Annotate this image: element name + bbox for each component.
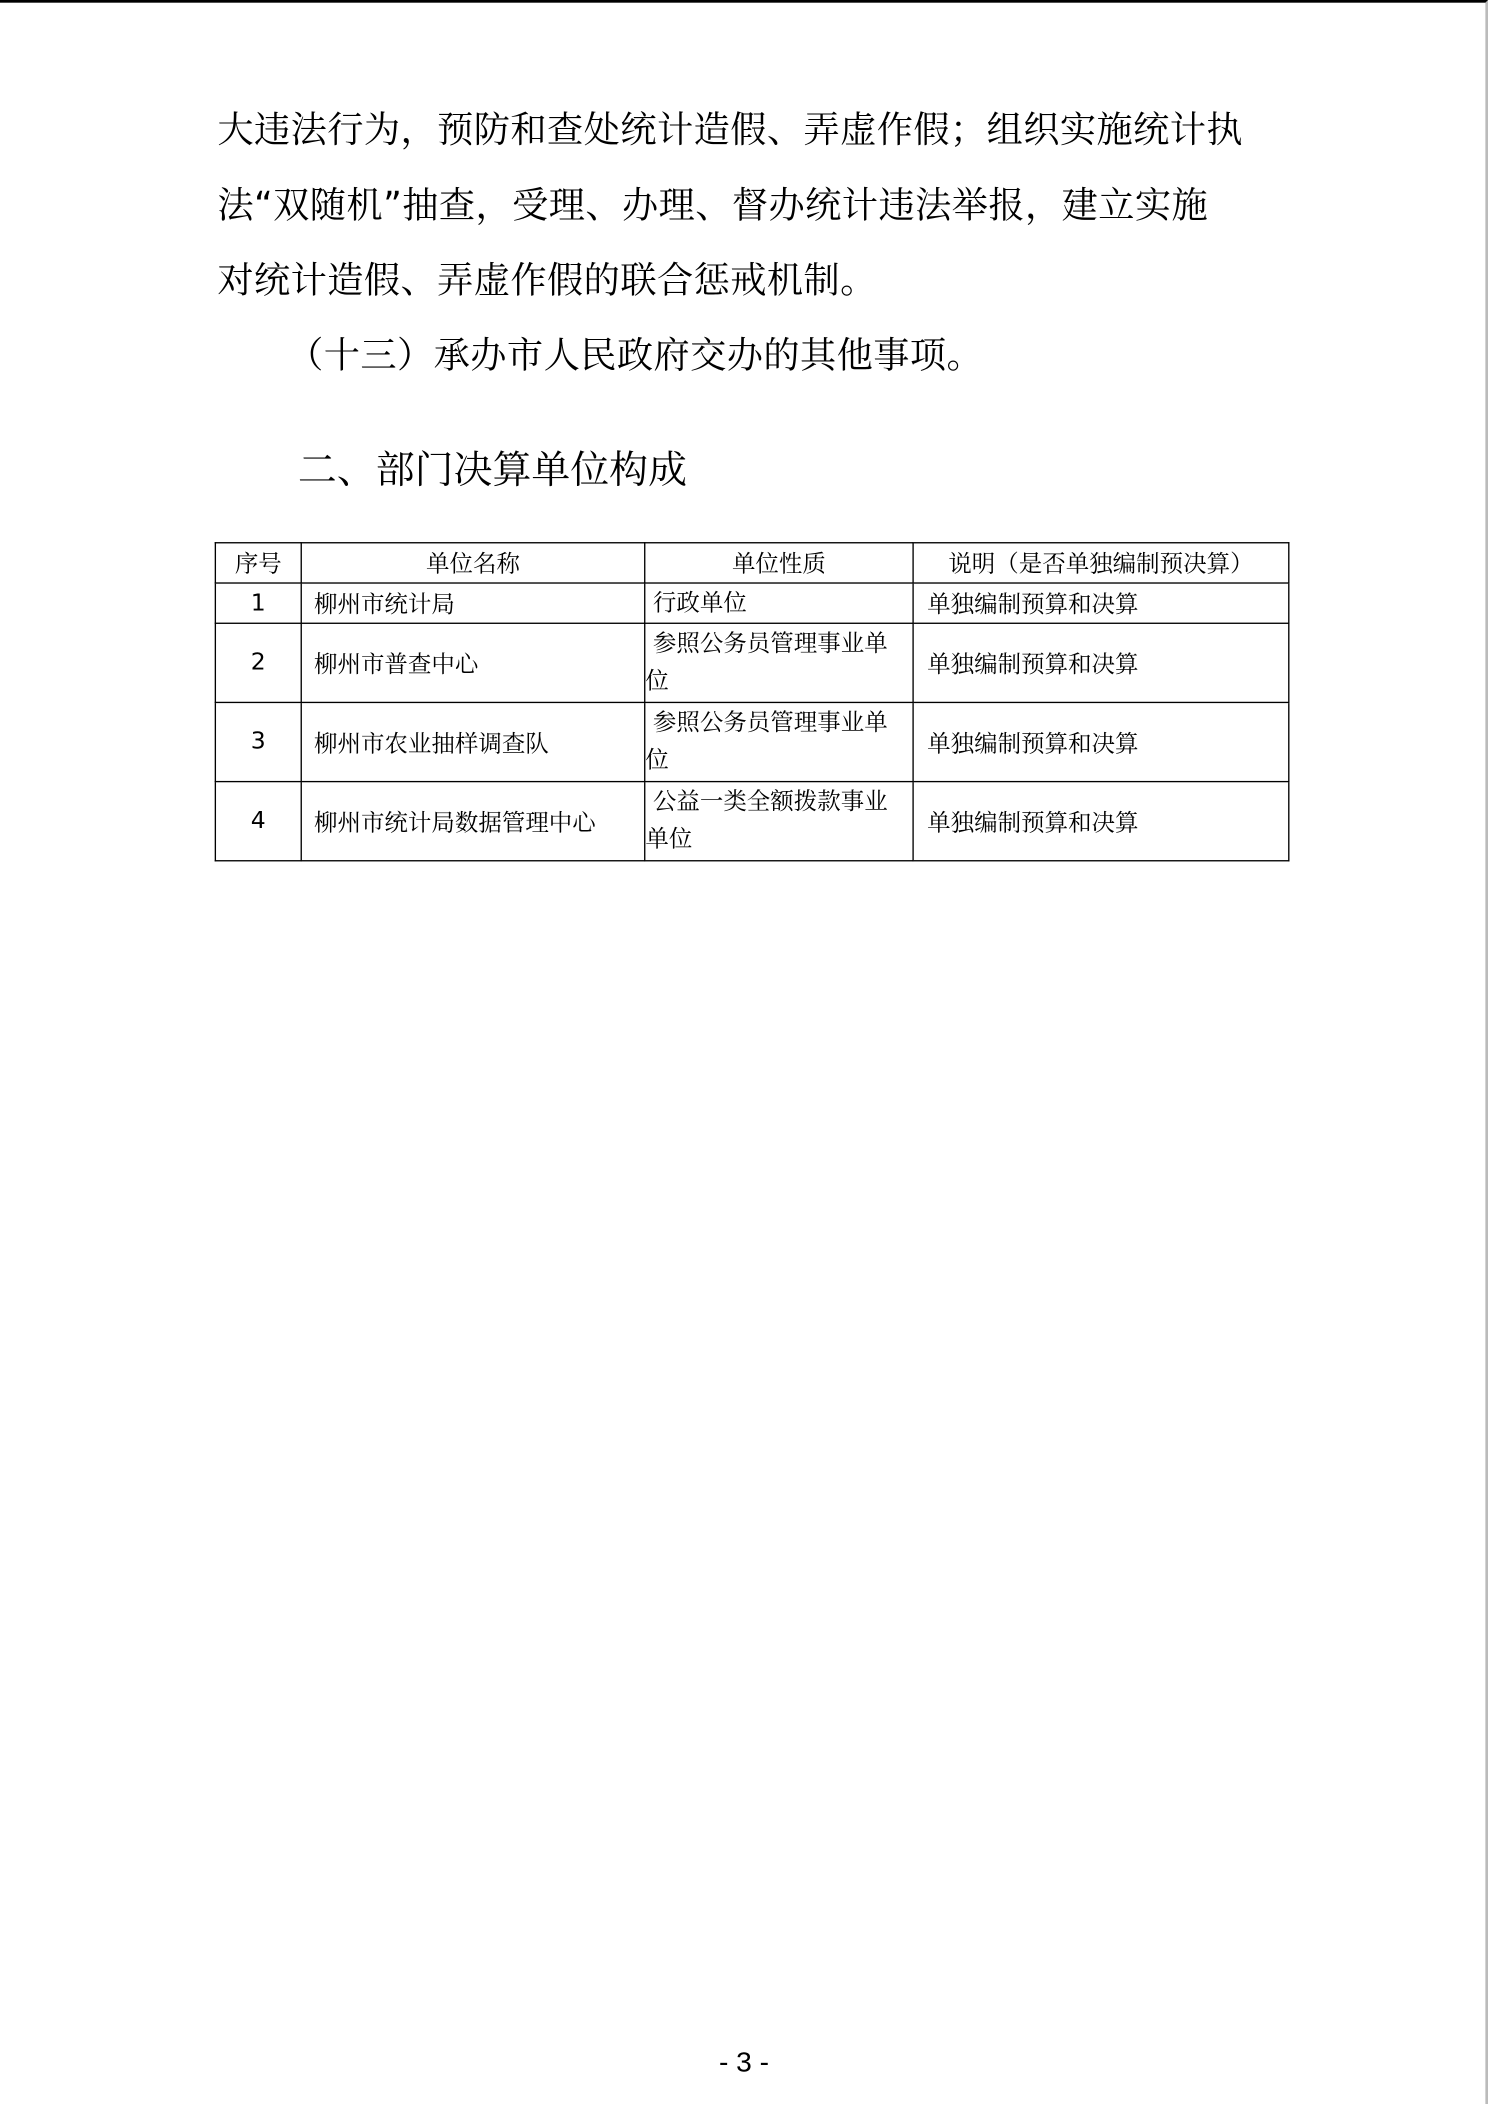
unit-composition-table: [215, 542, 1290, 861]
cell-index: 3: [215, 702, 301, 781]
body-text-line: 法“双随机”抽查，受理、办理、督办统计违法举报，建立实施: [217, 185, 1209, 227]
cell-unit-type-line: 参照公务员管理事业单: [645, 709, 888, 737]
cell-unit-name: 柳州市统计局: [301, 583, 645, 623]
cell-unit-type: [645, 583, 913, 623]
cell-note: 单独编制预算和决算: [913, 782, 1289, 861]
cell-note: 单独编制预算和决算: [913, 623, 1289, 702]
cell-unit-type-line: 行政单位: [645, 589, 747, 617]
cell-note: 单独编制预算和决算: [913, 583, 1289, 623]
table-row: [215, 623, 1288, 702]
cell-unit-name: 柳州市农业抽样调查队: [301, 702, 645, 781]
table-row: [215, 782, 1288, 861]
header-unit-type: 单位性质: [645, 543, 913, 583]
table-row: [215, 702, 1288, 781]
body-text-line: （十三）承办市人民政府交办的其他事项。: [287, 335, 984, 378]
cell-index: 2: [215, 623, 301, 702]
cell-unit-type-line: 位: [645, 747, 669, 775]
cell-note: 单独编制预算和决算: [913, 702, 1289, 781]
body-text-line: 大违法行为，预防和查处统计造假、弄虚作假；组织实施统计执: [217, 110, 1244, 152]
header-index: 序号: [215, 543, 301, 583]
cell-unit-type: [645, 702, 913, 781]
table-header-row: [215, 543, 1288, 583]
header-note: 说明（是否单独编制预决算）: [913, 543, 1289, 583]
cell-index: 1: [215, 583, 301, 623]
body-text-line: 对统计造假、弄虚作假的联合惩戒机制。: [217, 260, 877, 302]
cell-index: 4: [215, 782, 301, 861]
cell-unit-name: 柳州市统计局数据管理中心: [301, 782, 645, 861]
table-row: [215, 583, 1288, 623]
cell-unit-type-line: 参照公务员管理事业单: [645, 630, 888, 658]
cell-unit-name: 柳州市普查中心: [301, 623, 645, 702]
cell-unit-type: [645, 623, 913, 702]
cell-unit-type-line: 单位: [645, 826, 693, 854]
section-heading: 二、部门决算单位构成: [297, 446, 688, 493]
cell-unit-type: [645, 782, 913, 861]
page-number: - 3 -: [718, 2047, 770, 2079]
header-unit-name: 单位名称: [301, 543, 645, 583]
cell-unit-type-line: 公益一类全额拨款事业: [645, 788, 888, 816]
cell-unit-type-line: 位: [645, 668, 669, 696]
